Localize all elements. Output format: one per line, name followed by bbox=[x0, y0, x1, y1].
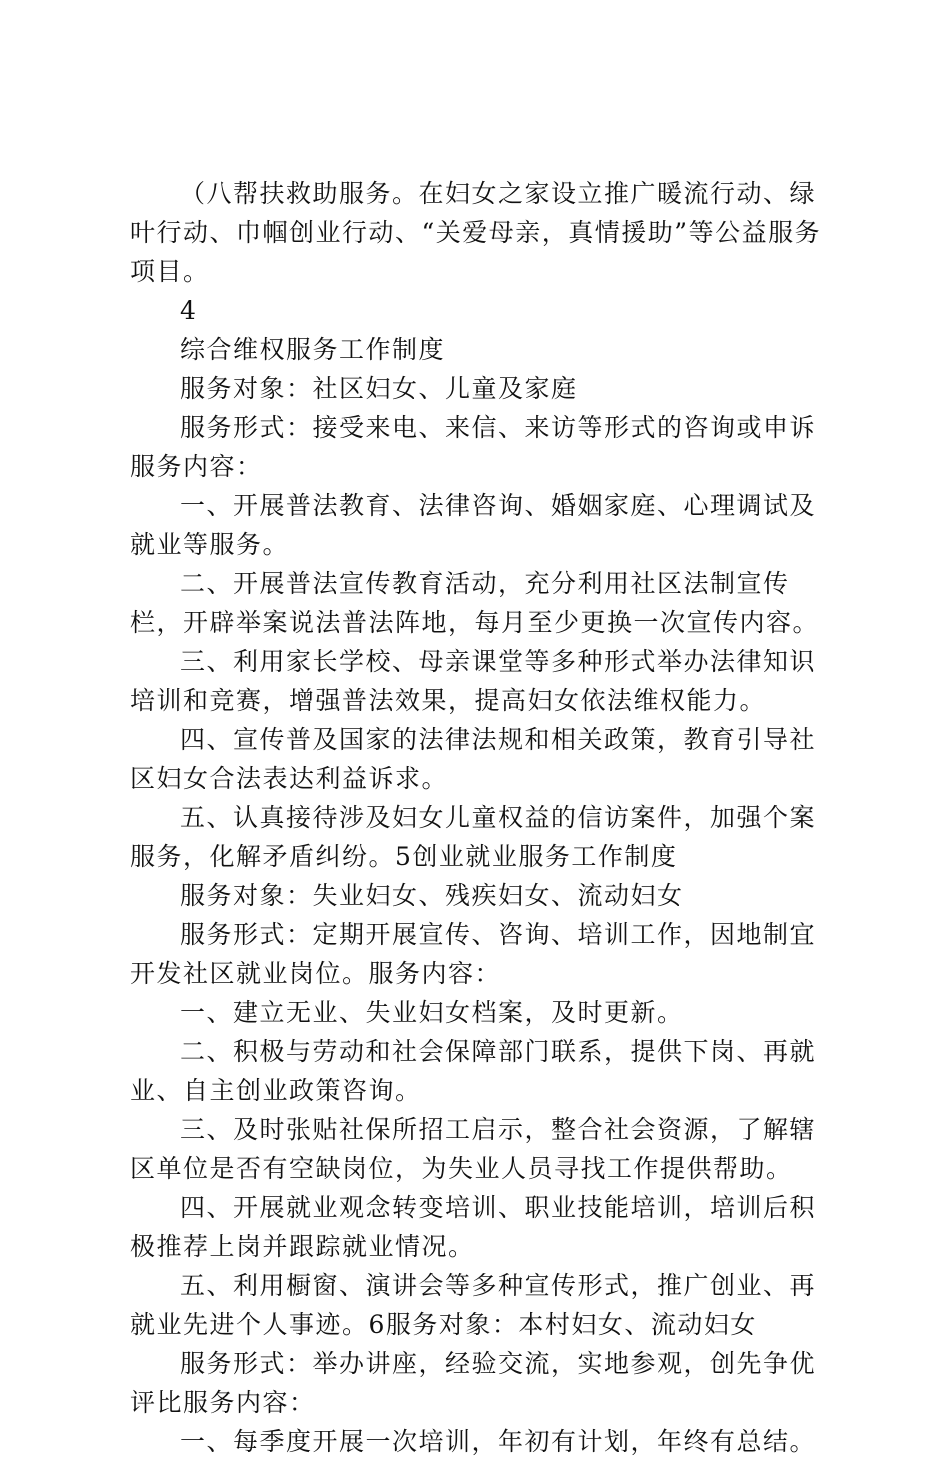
paragraph-9: 四、宣传普及国家的法律法规和相关政策，教育引导社区妇女合法表达利益诉求。 bbox=[130, 725, 817, 793]
paragraph-10: 五、认真接待涉及妇女儿童权益的信访案件，加强个案服务，化解矛盾纠纷。5创业就业服务工作制度 bbox=[130, 803, 817, 871]
paragraph-8: 三、利用家长学校、母亲课堂等多种形式举办法律知识培训和竞赛，增强普法效果，提高妇女依法维权能力。 bbox=[130, 647, 817, 715]
paragraph-12: 服务形式：定期开展宣传、咨询、培训工作，因地制宜开发社区就业岗位。服务内容： bbox=[130, 920, 817, 988]
paragraph-7: 二、开展普法宣传教育活动，充分利用社区法制宣传栏，开辟举案说法普法阵地，每月至少更换一次宣传内容。 bbox=[130, 569, 820, 637]
paragraph-19: 一、每季度开展一次培训，年初有计划，年终有总结。 bbox=[180, 1427, 817, 1456]
paragraph-5: 服务形式：接受来电、来信、来访等形式的咨询或申诉服务内容： bbox=[130, 413, 817, 481]
paragraph-1: （八帮扶救助服务。在妇女之家设立推广暖流行动、绿叶行动、巾帼创业行动、“关爱母亲，真情援助”等公益服务项目。 bbox=[130, 179, 822, 286]
paragraph-13: 一、建立无业、失业妇女档案，及时更新。 bbox=[180, 998, 684, 1027]
paragraph-18: 服务形式：举办讲座，经验交流，实地参观，创先争优评比服务内容： bbox=[130, 1349, 817, 1417]
paragraph-4: 服务对象：社区妇女、儿童及家庭 bbox=[180, 374, 578, 403]
paragraph-17: 五、利用橱窗、演讲会等多种宣传形式，推广创业、再就业先进个人事迹。6服务对象：本村妇女、流动妇女 bbox=[130, 1271, 817, 1339]
paragraph-3: 综合维权服务工作制度 bbox=[180, 335, 446, 364]
paragraph-15: 三、及时张贴社保所招工启示，整合社会资源，了解辖区单位是否有空缺岗位，为失业人员寻找工作提供帮助。 bbox=[130, 1115, 817, 1183]
paragraph-16: 四、开展就业观念转变培训、职业技能培训，培训后积极推荐上岗并跟踪就业情况。 bbox=[130, 1193, 817, 1261]
paragraph-14: 二、积极与劳动和社会保障部门联系，提供下岗、再就业、自主创业政策咨询。 bbox=[130, 1037, 817, 1105]
paragraph-2: 4 bbox=[180, 296, 198, 325]
paragraph-11: 服务对象：失业妇女、残疾妇女、流动妇女 bbox=[180, 881, 684, 910]
paragraph-6: 一、开展普法教育、法律咨询、婚姻家庭、心理调试及就业等服务。 bbox=[130, 491, 817, 559]
document-body bbox=[130, 174, 830, 1461]
